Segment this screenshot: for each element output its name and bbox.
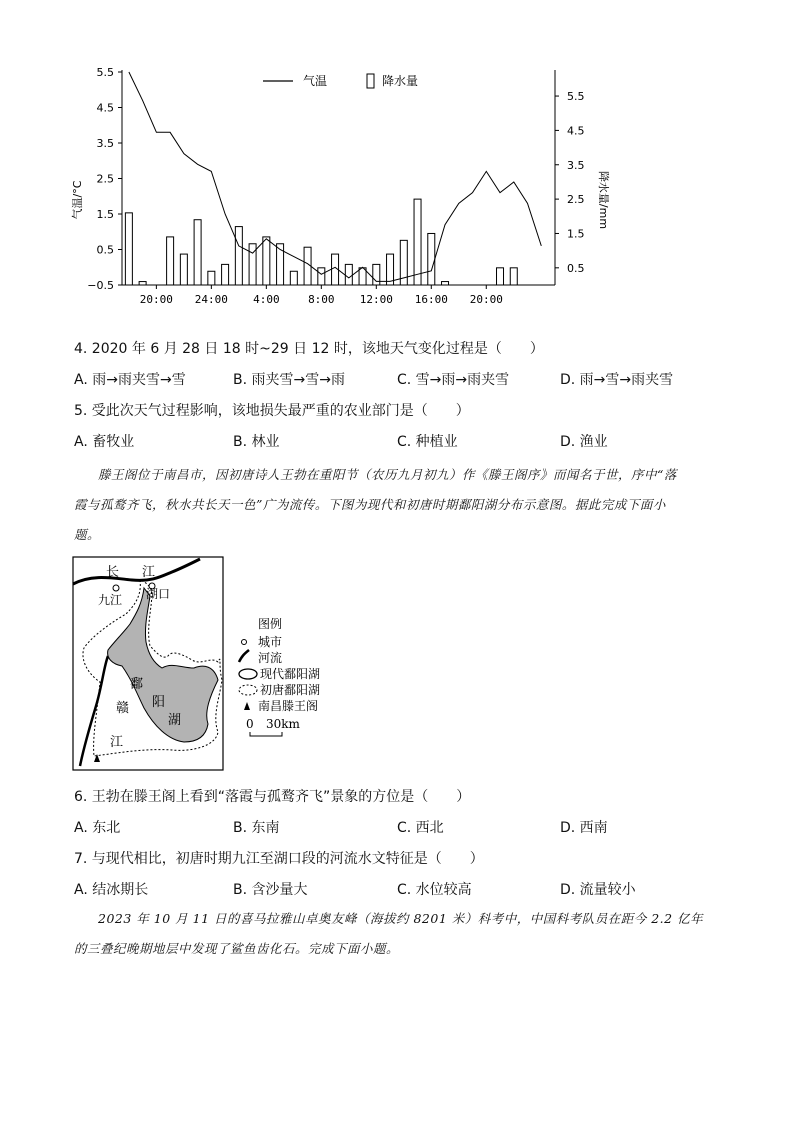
- precipitation-bar: [345, 264, 352, 285]
- legend-pavilion-icon: [244, 702, 250, 710]
- precipitation-bar: [263, 237, 270, 285]
- precipitation-bar: [318, 268, 325, 285]
- left-tick-label: 0.5: [96, 243, 114, 257]
- scale-zero-label: 0: [246, 717, 254, 731]
- precipitation-bar: [428, 233, 435, 285]
- precipitation-bar: [125, 213, 132, 285]
- passage2-line-2: 的三叠纪晚期地层中发现了鲨鱼齿化石。完成下面小题。: [74, 941, 400, 956]
- legend-early-lake-label: 初唐鄱阳湖: [260, 683, 321, 697]
- precipitation-bar: [290, 271, 297, 285]
- label-hu: 湖: [168, 713, 182, 728]
- q5-option-d[interactable]: D. 渔业: [560, 434, 608, 450]
- passage-tengwang-pavilion: [74, 460, 724, 550]
- poyang-lake-map-svg: [72, 556, 344, 772]
- q5-option-c[interactable]: C. 种植业: [397, 434, 458, 450]
- question-5-stem: 5. 受此次天气过程影响，该地损失最严重的农业部门是（ ）: [74, 403, 470, 419]
- q6-option-c[interactable]: C. 西北: [397, 820, 444, 836]
- label-yang: 阳: [152, 695, 166, 710]
- q6-option-d[interactable]: D. 西南: [560, 820, 608, 836]
- passage1-line-2: 霞与孤鹜齐飞，秋水共长天一色”广为流传。下图为现代和初唐时期鄱阳湖分布示意图。据此完成下面小: [74, 497, 666, 512]
- q4-option-d[interactable]: D. 雨→雪→雨夹雪: [560, 372, 674, 388]
- left-axis-title: 气温/°C: [71, 180, 84, 220]
- right-tick-label: 4.5: [567, 124, 585, 138]
- precipitation-bar: [208, 271, 215, 285]
- label-po: 鄱: [130, 677, 144, 692]
- q4-option-a[interactable]: A. 雨→雨夹雪→雪: [74, 372, 186, 388]
- legend-city-icon: [242, 640, 247, 645]
- q7-option-d[interactable]: D. 流量较小: [560, 882, 636, 898]
- x-tick-label: 20:00: [469, 293, 503, 306]
- legend-river-label: 河流: [258, 651, 283, 665]
- question-4-stem: 4. 2020 年 6 月 28 日 18 时~29 日 12 时，该地天气变化过程是（ ）: [74, 341, 544, 357]
- label-hukou: 湖口: [146, 587, 171, 601]
- precipitation-bar: [167, 237, 174, 285]
- left-tick-label: −0.5: [87, 279, 114, 292]
- label-jiang-river: 江: [110, 735, 124, 750]
- scale-bar: [250, 732, 282, 736]
- x-tick-label: 16:00: [414, 293, 448, 306]
- legend-temperature-label: 气温: [303, 74, 328, 88]
- legend-river-icon: [239, 650, 249, 662]
- weather-chart: [60, 60, 620, 310]
- q4-option-c[interactable]: C. 雪→雨→雨夹雪: [397, 372, 510, 388]
- legend-bar-swatch: [367, 74, 374, 88]
- legend-precipitation-label: 降水量: [382, 74, 419, 88]
- map-legend-title: 图例: [258, 617, 283, 631]
- temperature-line: [129, 72, 541, 281]
- left-tick-label: 1.5: [96, 208, 114, 221]
- right-axis-title: 降水量/mm: [597, 170, 610, 230]
- label-jiujiang: 九江: [98, 593, 123, 607]
- passage1-line-1: 滕王阁位于南昌市，因初唐诗人王勃在重阳节（农历九月初九）作《滕王阁序》而闻名于世，序中“落: [98, 467, 677, 482]
- scale-distance-label: 30km: [266, 717, 300, 731]
- precipitation-bar: [510, 268, 517, 285]
- precipitation-bar: [194, 220, 201, 285]
- label-gan: 赣: [116, 701, 130, 716]
- legend-pavilion-label: 南昌滕王阁: [258, 699, 319, 713]
- precipitation-bar: [497, 268, 504, 285]
- legend-modern-lake-icon: [239, 669, 257, 679]
- x-tick-label: 24:00: [194, 293, 228, 306]
- question-7-stem: 7. 与现代相比，初唐时期九江至湖口段的河流水文特征是（ ）: [74, 851, 484, 867]
- precipitation-bar: [235, 227, 242, 285]
- legend-early-lake-icon: [239, 685, 257, 695]
- precipitation-bar: [222, 264, 229, 285]
- q7-option-c[interactable]: C. 水位较高: [397, 882, 472, 898]
- right-tick-label: 0.5: [567, 261, 585, 275]
- right-tick-label: 2.5: [567, 193, 585, 207]
- poyang-lake-map: [72, 556, 344, 772]
- q4-option-b[interactable]: B. 雨夹雪→雪→雨: [233, 372, 345, 388]
- label-chang: 长: [106, 565, 120, 580]
- precipitation-bar: [373, 264, 380, 285]
- precipitation-bar: [414, 199, 421, 285]
- q6-option-a[interactable]: A. 东北: [74, 820, 121, 836]
- jiujiang-city-marker: [113, 585, 119, 591]
- right-tick-label: 5.5: [567, 90, 585, 104]
- x-tick-label: 4:00: [253, 293, 280, 306]
- legend-city-label: 城市: [258, 635, 283, 649]
- temperature-precipitation-chart: [60, 60, 620, 310]
- precipitation-bar: [139, 282, 146, 285]
- passage-shark-fossil: [74, 904, 724, 964]
- q5-option-b[interactable]: B. 林业: [233, 434, 280, 450]
- right-tick-label: 1.5: [567, 227, 585, 241]
- left-tick-label: 3.5: [96, 137, 114, 150]
- question-6-stem: 6. 王勃在滕王阁上看到“落霞与孤鹜齐飞”景象的方位是（ ）: [74, 789, 471, 805]
- legend-modern-lake-label: 现代鄱阳湖: [260, 667, 321, 681]
- x-tick-label: 12:00: [359, 293, 393, 306]
- x-tick-label: 20:00: [139, 293, 173, 306]
- left-tick-label: 5.5: [96, 66, 114, 79]
- x-tick-label: 8:00: [308, 293, 335, 306]
- q7-option-b[interactable]: B. 含沙量大: [233, 882, 308, 898]
- right-tick-label: 3.5: [567, 158, 585, 172]
- precipitation-bar: [180, 254, 187, 285]
- passage2-line-1: 2023 年 10 月 11 日的喜马拉雅山卓奥友峰（海拔约 8201 米）科考中，中国科考队员在距今 2.2 亿年: [98, 911, 704, 926]
- left-tick-label: 2.5: [96, 172, 114, 186]
- left-tick-label: 4.5: [96, 101, 114, 115]
- precipitation-bar: [442, 282, 449, 285]
- label-jiang: 江: [142, 565, 156, 580]
- q6-option-b[interactable]: B. 东南: [233, 820, 280, 836]
- passage1-line-3: 题。: [74, 527, 101, 542]
- q5-option-a[interactable]: A. 畜牧业: [74, 434, 135, 450]
- q7-option-a[interactable]: A. 结冰期长: [74, 882, 149, 898]
